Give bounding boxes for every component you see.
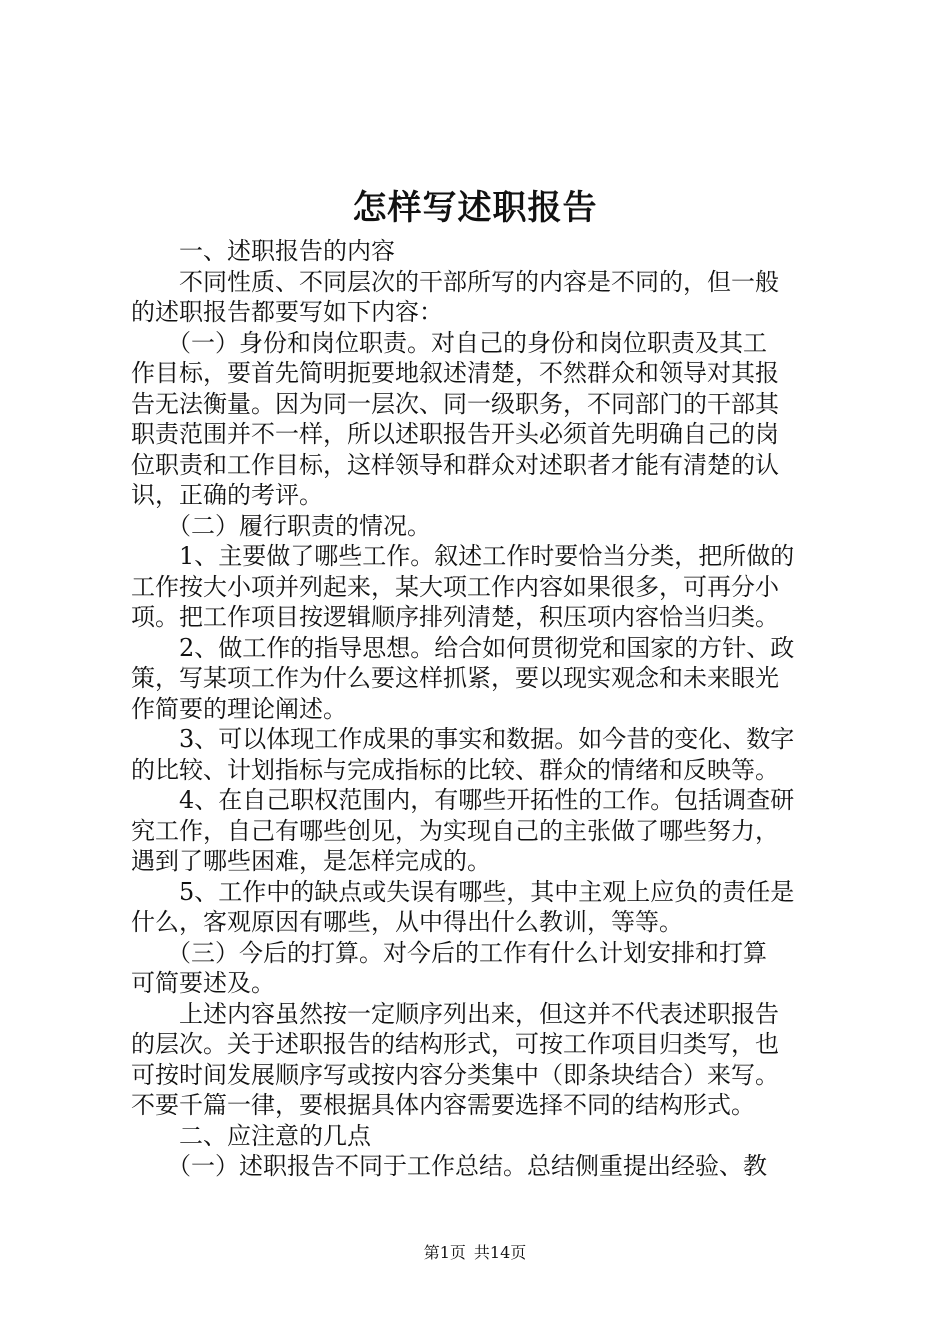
body-line: 一、述职报告的内容 <box>131 237 395 265</box>
body-line: 的述职报告都要写如下内容： <box>131 298 443 326</box>
body-line: 项。把工作项目按逻辑顺序排列清楚，积压项内容恰当归类。 <box>131 603 779 631</box>
body-line: 究工作，自己有哪些创见，为实现自己的主张做了哪些努力， <box>131 816 779 845</box>
body-line: 5、工作中的缺点或失误有哪些，其中主观上应负的责任是 <box>131 877 795 906</box>
page-total: 共14页 <box>473 1243 527 1262</box>
body-line: （一）身份和岗位职责。对自己的身份和岗位职责及其工 <box>131 328 767 357</box>
body-line: 职责范围并不一样，所以述职报告开头必须首先明确自己的岗 <box>131 420 779 448</box>
body-line: 2、做工作的指导思想。给合如何贯彻党和国家的方针、政 <box>131 633 795 662</box>
body-line: 遇到了哪些困难，是怎样完成的。 <box>131 847 491 875</box>
body-line: 策，写某项工作为什么要这样抓紧，要以现实观念和未来眼光 <box>131 664 779 692</box>
body-line: 的比较、计划指标与完成指标的比较、群众的情绪和反映等。 <box>131 755 779 784</box>
body-line: 作简要的理论阐述。 <box>131 694 347 723</box>
page-number: 第1页 <box>423 1243 466 1262</box>
body-line: 1、主要做了哪些工作。叙述工作时要恰当分类，把所做的 <box>131 542 795 570</box>
document-title: 怎样写述职报告 <box>352 188 598 228</box>
body-line: 告无法衡量。因为同一层次、同一级职务，不同部门的干部其 <box>131 389 779 418</box>
body-line: 工作按大小项并列起来，某大项工作内容如果很多，可再分小 <box>131 572 779 601</box>
body-line: 可简要述及。 <box>131 969 275 997</box>
body-line: 3、可以体现工作成果的事实和数据。如今昔的变化、数字 <box>131 725 795 753</box>
body-line: （二）履行职责的情况。 <box>131 511 431 540</box>
body-line: 识，正确的考评。 <box>131 481 323 509</box>
body-line: 不要千篇一律，要根据具体内容需要选择不同的结构形式。 <box>131 1091 755 1119</box>
body-line: 可按时间发展顺序写或按内容分类集中（即条块结合）来写。 <box>131 1060 779 1089</box>
body-line: 上述内容虽然按一定顺序列出来，但这并不代表述职报告 <box>131 999 779 1028</box>
body-line: 的层次。关于述职报告的结构形式，可按工作项目归类写，也 <box>131 1030 779 1058</box>
document-body <box>131 236 831 1182</box>
body-line: （一）述职报告不同于工作总结。总结侧重提出经验、教 <box>131 1152 767 1180</box>
body-line: 什么，客观原因有哪些，从中得出什么教训，等等。 <box>131 908 683 936</box>
body-line: （三）今后的打算。对今后的工作有什么计划安排和打算 <box>131 938 767 967</box>
body-line: 4、在自己职权范围内，有哪些开拓性的工作。包括调查研 <box>131 786 795 814</box>
body-line: 位职责和工作目标，这样领导和群众对述职者才能有清楚的认 <box>131 450 779 479</box>
body-line: 不同性质、不同层次的干部所写的内容是不同的，但一般 <box>131 267 779 296</box>
body-line: 二、应注意的几点 <box>131 1121 371 1150</box>
body-line: 作目标，要首先简明扼要地叙述清楚，不然群众和领导对其报 <box>131 359 779 387</box>
page-footer <box>0 1243 950 1263</box>
